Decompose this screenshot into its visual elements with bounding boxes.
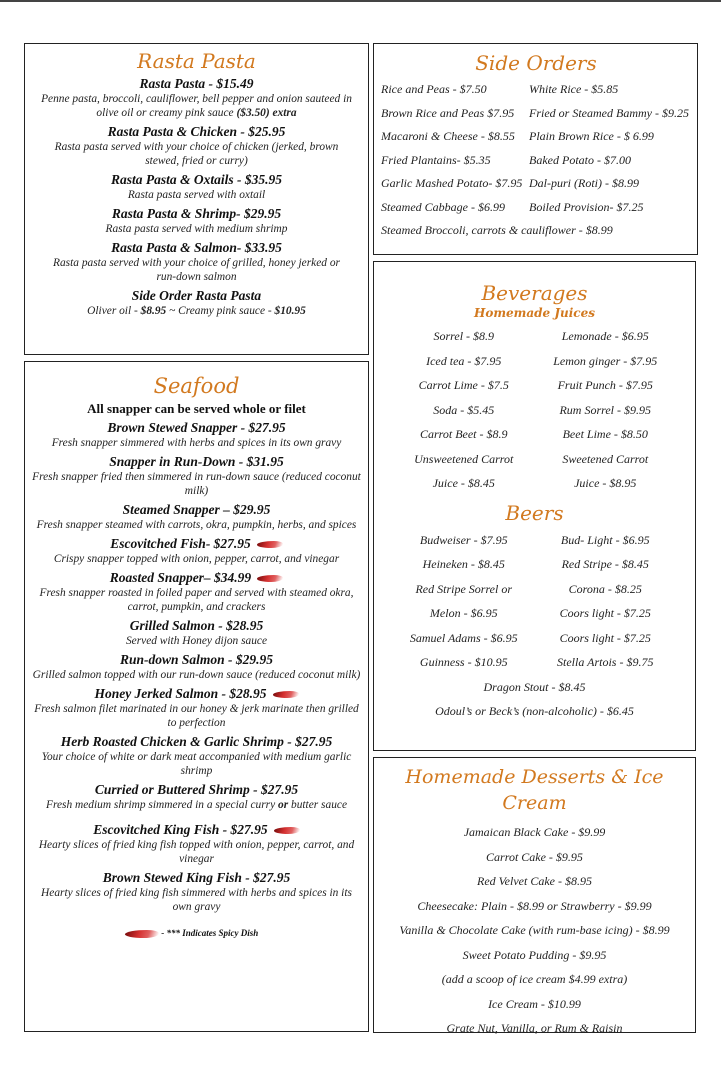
item-description: Rasta pasta served with oxtail [127,189,266,201]
list-item: Ice Cream - $10.99 [488,996,581,1011]
chili-pepper-icon [256,575,285,582]
item-title: Roasted Snapper– $34.99 [25,570,368,586]
item-description: Rasta pasta served with medium shrimp [105,223,288,235]
list-item: Lemon ginger - $7.95 [553,353,658,368]
list-item: Budweiser - $7.95 [419,532,508,547]
menu-item [25,454,368,498]
list-item: Lemonade - $6.95 [561,329,649,343]
menu-item [25,240,368,284]
beers-list [396,528,673,675]
list-item: Carrot Lime - $7.5 [418,378,509,392]
list-item: Jamaican Black Cake - $9.99 [463,825,606,839]
menu-item [25,618,368,648]
list-item: Red Stripe - $8.45 [561,557,649,571]
list-item: Soda - $5.45 [433,402,495,417]
item-description: Fresh snapper roasted in foiled paper and served with steamed okra, carrot, pumpkin, and crackers [39,587,354,613]
homemade-juices-subheading: Homemade Juices [473,306,595,320]
item-description: Fresh medium shrimp simmered in a special curry or butter sauce [46,799,347,811]
menu-item [25,288,368,318]
list-item: Corona - $8.25 [568,581,642,596]
list-item: Carrot Beet - $8.9 [419,427,508,441]
item-title: Escovitched King Fish - $27.95 [25,822,368,838]
rasta-pasta-section [24,43,369,355]
item-title: Run-down Salmon - $29.95 [119,652,274,667]
menu-item [25,782,368,812]
item-description: Penne pasta, broccoli, cauliflower, bell pepper and onion sauteed in olive oil or creamy pink sauce ($3.50) extra [41,93,352,119]
beverages-section [373,261,696,751]
side-orders-heading: Side Orders [475,51,597,75]
item-description: Fresh snapper steamed with carrots, okra, pumpkin, herbs, and spices [36,519,357,531]
list-item: Steamed Broccoli, carrots & cauliflower - $8.99 [381,223,613,237]
item-description: Rasta pasta served with your choice of chicken (jerked, brown stewed, fried or curry) [54,141,339,167]
chili-pepper-icon [271,691,300,698]
list-item: Grate Nut, Vanilla, or Rum & Raisin [446,1021,623,1035]
item-description: Served with Honey dijon sauce [125,635,268,647]
item-title: Grilled Salmon - $28.95 [129,618,264,633]
item-description: Hearty slices of fried king fish topped with onion, pepper, carrot, and vinegar [38,839,355,865]
list-item: Juice - $8.45 [432,476,495,490]
beverages-heading: Beverages [481,281,588,305]
desserts-section [373,757,696,1033]
list-item: Vanilla & Chocolate Cake (with rum-base icing) - $8.99 [399,923,670,937]
menu-item [25,822,368,866]
item-title: Herb Roasted Chicken & Garlic Shrimp - $27.95 [60,734,333,749]
item-description: Fresh snapper simmered with herbs and spices in its own gravy [51,437,342,449]
extra-price: ($3.50) extra [236,107,297,119]
item-description: Fresh snapper fried then simmered in run-down sauce (reduced coconut milk) [32,471,361,497]
menu-item [25,570,368,614]
item-title: Escovitched Fish- $27.95 [25,536,368,552]
item-title: Brown Stewed King Fish - $27.95 [102,870,291,885]
list-item: Cheesecake: Plain - $8.99 or Strawberry - $9.99 [417,898,652,913]
item-title: Steamed Snapper – $29.95 [122,502,271,517]
desserts-list [374,820,695,1041]
list-item: Sweetened Carrot [562,451,649,466]
menu-item [25,206,368,236]
menu-item [25,502,368,532]
list-item: Guinness - $10.95 [419,655,508,669]
list-item: Samuel Adams - $6.95 [409,630,518,645]
item-title: Curried or Buttered Shrimp - $27.95 [94,782,299,797]
item-title: Rasta Pasta & Salmon- $33.95 [111,240,282,255]
list-item: Rum Sorrel - $9.95 [559,402,652,417]
list-item: Coors light - $7.25 [559,630,651,645]
item-title: Brown Stewed Snapper - $27.95 [107,420,286,435]
menu-item [25,536,368,566]
list-item: Melon - $6.95 [429,606,498,620]
side-orders-list [381,78,691,243]
list-item: Beet Lime - $8.50 [562,427,648,441]
item-title: Rasta Pasta & Chicken - $25.95 [107,124,286,139]
list-item: Iced tea - $7.95 [426,353,502,368]
list-item: Fruit Punch - $7.95 [557,378,653,392]
seafood-subtitle: All snapper can be served whole or filet [87,401,306,416]
item-description: Your choice of white or dark meat accompanied with medium garlic shrimp [41,751,352,777]
seafood-heading: Seafood [153,374,240,398]
list-item: Juice - $8.95 [574,476,637,490]
chili-pepper-icon [124,930,161,938]
item-description: Oliver oil - $8.95 ~ Creamy pink sauce - $10.95 [87,305,306,317]
item-title: Rasta Pasta - $15.49 [139,76,254,91]
item-title: Rasta Pasta & Oxtails - $35.95 [110,172,282,187]
menu-item [25,76,368,120]
list-item: Garlic Mashed Potato- $7.95 Dal-puri (Roti) - $8.99 [381,176,639,190]
list-item: Rice and Peas - $7.50 White Rice - $5.85 [381,82,619,96]
list-item: Sweet Potato Pudding - $9.95 [462,947,607,962]
item-description: Grilled salmon topped with our run-down sauce (reduced coconut milk) [32,669,361,681]
item-title: Side Order Rasta Pasta [131,288,262,303]
item-description: Rasta pasta served with your choice of grilled, honey jerked or run-down salmon [53,257,340,283]
top-border-line [0,0,721,2]
list-item: Steamed Cabbage - $6.99 Boiled Provision- $7.25 [381,199,644,214]
list-item: Fried Plantains- $5.35 Baked Potato - $7.00 [381,152,631,167]
menu-item [25,734,368,778]
item-description: Crispy snapper topped with onion, pepper, carrot, and vinegar [53,553,340,565]
item-title: Snapper in Run-Down - $31.95 [109,454,284,469]
list-item: Red Stripe Sorrel or [415,581,513,596]
beers-heading: Beers [505,500,564,525]
desserts-heading: Homemade Desserts & Ice Cream [405,766,664,814]
list-item: Brown Rice and Peas $7.95 Fried or Steamed Bammy - $9.25 [381,105,689,120]
menu-item [25,420,368,450]
menu-item [25,172,368,202]
item-description: Hearty slices of fried king fish simmered with herbs and spices in its own gravy [41,887,352,913]
item-title: Honey Jerked Salmon - $28.95 [25,686,368,702]
spicy-legend: - *** Indicates Spicy Dish [25,926,368,940]
menu-item [25,124,368,168]
menu-item [25,870,368,914]
list-item: Odoul’s or Beck’s (non-alcoholic) - $6.45 [435,704,634,718]
list-item: Red Velvet Cake - $8.95 [477,874,592,888]
rasta-pasta-heading: Rasta Pasta [137,49,256,73]
item-title: Rasta Pasta & Shrimp- $29.95 [111,206,282,221]
list-item: Stella Artois - $9.75 [557,655,654,669]
list-item: Unsweetened Carrot [414,451,514,466]
list-item: Carrot Cake - $9.95 [486,849,583,864]
item-description: Fresh salmon filet marinated in our honey & jerk marinate then grilled to perfection [34,703,359,729]
chili-pepper-icon [272,827,301,834]
list-item: Dragon Stout - $8.45 [483,679,586,694]
seafood-section [24,361,369,1032]
side-orders-section [373,43,698,255]
list-item: Macaroni & Cheese - $8.55 Plain Brown Rice - $ 6.99 [381,129,654,143]
chili-pepper-icon [256,541,285,548]
list-item: Bud- Light - $6.95 [560,532,650,547]
list-item: Heineken - $8.45 [422,557,505,571]
list-item: (add a scoop of ice cream $4.99 extra) [441,972,628,986]
menu-item [25,686,368,730]
juices-list [396,324,673,496]
list-item: Sorrel - $8.9 [433,329,495,343]
menu-item [25,652,368,682]
list-item: Coors light - $7.25 [559,606,651,620]
